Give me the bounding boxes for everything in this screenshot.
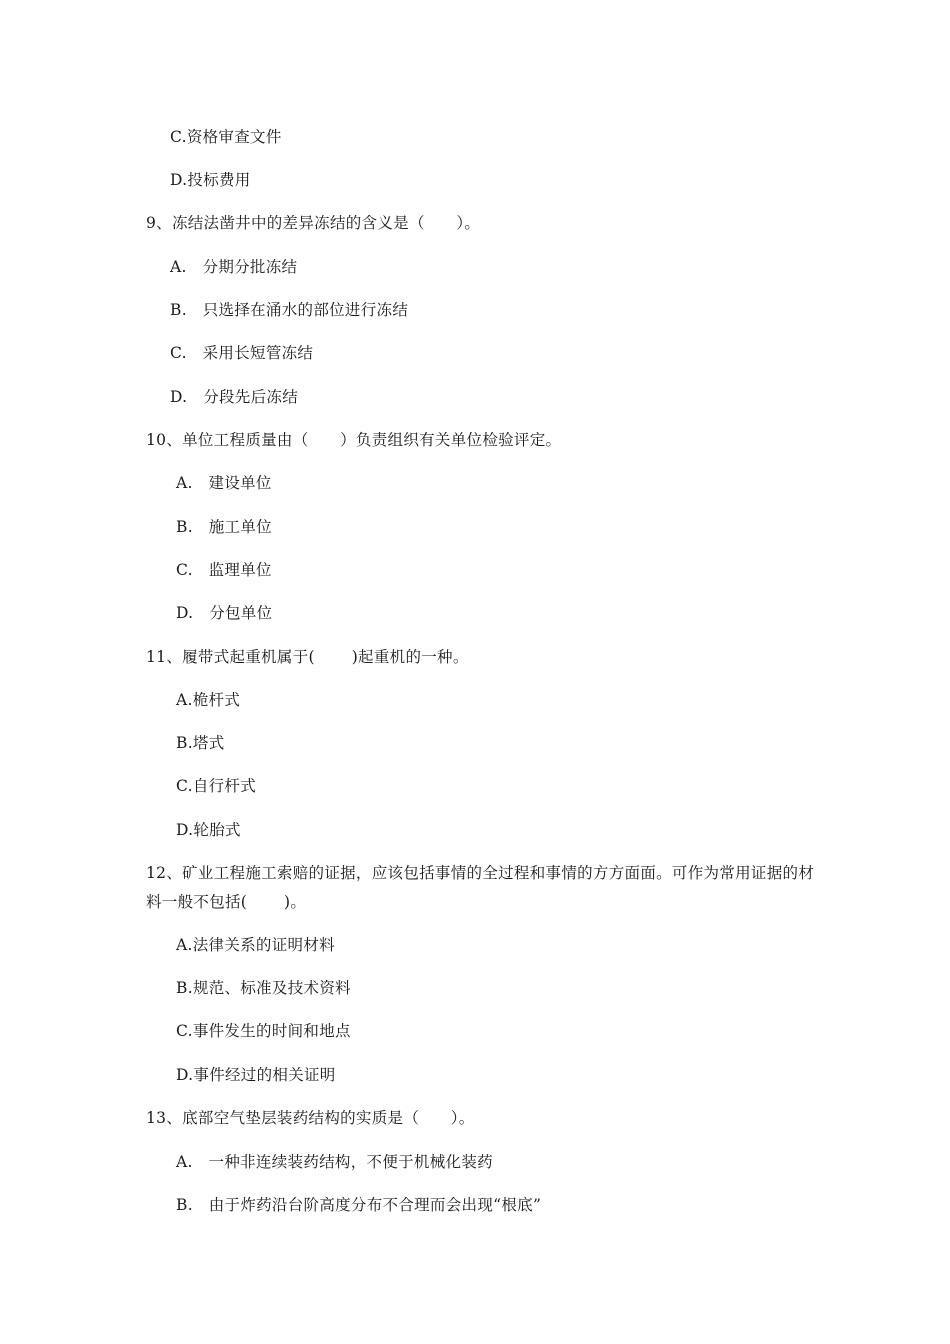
- q12-option-d: D.事件经过的相关证明: [176, 1066, 336, 1084]
- q13-option-a: A. 一种非连续装药结构，不便于机械化装药: [176, 1153, 493, 1171]
- q9-option-b: B. 只选择在涌水的部位进行冻结: [170, 301, 409, 319]
- q11-question: 11、履带式起重机属于( )起重机的一种。: [146, 648, 469, 666]
- q10-option-b: B. 施工单位: [176, 518, 272, 536]
- q9-option-d: D. 分段先后冻结: [170, 388, 299, 406]
- q12-option-c: C.事件发生的时间和地点: [176, 1022, 351, 1040]
- q13-option-b: B. 由于炸药沿台阶高度分布不合理而会出现“根底”: [176, 1196, 542, 1214]
- q9-option-c: C. 采用长短管冻结: [170, 344, 314, 362]
- q13-question: 13、底部空气垫层装药结构的实质是（ ）。: [146, 1109, 475, 1127]
- q9-question: 9、冻结法凿井中的差异冻结的含义是（ ）。: [146, 214, 481, 232]
- q11-option-b: B.塔式: [176, 734, 225, 752]
- q12-question: 12、矿业工程施工索赔的证据，应该包括事情的全过程和事情的方方面面。可作为常用证据的材料一般不包括( )。: [146, 864, 815, 911]
- q10-option-a: A. 建设单位: [176, 474, 272, 492]
- q8-option-d: D.投标费用: [170, 171, 251, 189]
- q12-option-b: B.规范、标准及技术资料: [176, 979, 351, 997]
- q9-option-a: A. 分期分批冻结: [170, 258, 298, 276]
- q11-option-d: D.轮胎式: [176, 821, 241, 839]
- q11-option-a: A.桅杆式: [176, 691, 241, 709]
- q10-option-d: D. 分包单位: [176, 604, 273, 622]
- q12-option-a: A.法律关系的证明材料: [176, 936, 335, 954]
- q10-question: 10、单位工程质量由（ ）负责组织有关单位检验评定。: [146, 431, 562, 449]
- q8-option-c: C.资格审查文件: [170, 128, 282, 146]
- q11-option-c: C.自行杆式: [176, 777, 257, 795]
- q10-option-c: C. 监理单位: [176, 561, 272, 579]
